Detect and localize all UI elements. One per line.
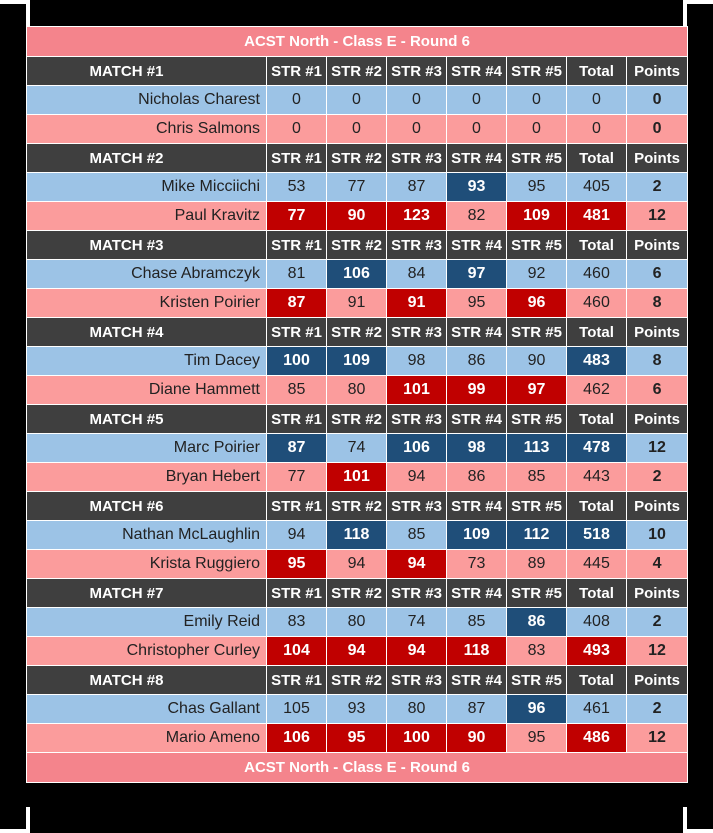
- corner-mark: [0, 0, 26, 4]
- player-row: [27, 724, 688, 753]
- total-score: 483: [567, 347, 627, 376]
- column-header: Points: [627, 666, 688, 695]
- column-header: Points: [627, 405, 688, 434]
- column-header: STR #3: [387, 579, 447, 608]
- string-score: 89: [507, 550, 567, 579]
- player-name: Nathan McLaughlin: [27, 521, 267, 550]
- total-score: 486: [567, 724, 627, 753]
- string-score: 90: [327, 202, 387, 231]
- string-score: 97: [507, 376, 567, 405]
- string-score: 97: [447, 260, 507, 289]
- string-score: 105: [267, 695, 327, 724]
- string-score: 109: [327, 347, 387, 376]
- player-name: Christopher Curley: [27, 637, 267, 666]
- column-header: STR #4: [447, 666, 507, 695]
- string-score: 90: [447, 724, 507, 753]
- player-name: Chase Abramczyk: [27, 260, 267, 289]
- total-score: 493: [567, 637, 627, 666]
- player-name: Marc Poirier: [27, 434, 267, 463]
- column-header: Points: [627, 318, 688, 347]
- column-header: STR #1: [267, 144, 327, 173]
- column-header: STR #1: [267, 405, 327, 434]
- player-row: [27, 260, 688, 289]
- column-header: STR #1: [267, 666, 327, 695]
- column-header: STR #3: [387, 57, 447, 86]
- string-score: 77: [267, 202, 327, 231]
- string-score: 92: [507, 260, 567, 289]
- column-header: STR #4: [447, 318, 507, 347]
- string-score: 106: [387, 434, 447, 463]
- points: 12: [627, 637, 688, 666]
- string-score: 93: [327, 695, 387, 724]
- column-header: Total: [567, 405, 627, 434]
- string-score: 101: [327, 463, 387, 492]
- match-label: MATCH #2: [27, 144, 267, 173]
- string-score: 123: [387, 202, 447, 231]
- column-header: STR #3: [387, 666, 447, 695]
- results-table: [26, 26, 688, 783]
- string-score: 77: [327, 173, 387, 202]
- string-score: 53: [267, 173, 327, 202]
- column-header: STR #3: [387, 144, 447, 173]
- string-score: 96: [507, 695, 567, 724]
- player-row: [27, 376, 688, 405]
- match-label: MATCH #4: [27, 318, 267, 347]
- string-score: 86: [447, 347, 507, 376]
- total-score: 461: [567, 695, 627, 724]
- match-label: MATCH #3: [27, 231, 267, 260]
- string-score: 94: [387, 637, 447, 666]
- string-score: 99: [447, 376, 507, 405]
- points: 2: [627, 608, 688, 637]
- corner-mark: [26, 807, 30, 833]
- column-header: STR #4: [447, 57, 507, 86]
- match-header: [27, 579, 688, 608]
- points: 0: [627, 86, 688, 115]
- column-header: Total: [567, 666, 627, 695]
- string-score: 95: [267, 550, 327, 579]
- string-score: 95: [507, 724, 567, 753]
- total-score: 405: [567, 173, 627, 202]
- string-score: 94: [387, 463, 447, 492]
- player-row: [27, 637, 688, 666]
- player-row: [27, 521, 688, 550]
- player-name: Chas Gallant: [27, 695, 267, 724]
- match-label: MATCH #1: [27, 57, 267, 86]
- match-label: MATCH #8: [27, 666, 267, 695]
- column-header: STR #5: [507, 405, 567, 434]
- column-header: STR #5: [507, 144, 567, 173]
- total-score: 478: [567, 434, 627, 463]
- string-score: 100: [267, 347, 327, 376]
- string-score: 80: [327, 376, 387, 405]
- column-header: STR #4: [447, 579, 507, 608]
- string-score: 106: [327, 260, 387, 289]
- string-score: 73: [447, 550, 507, 579]
- column-header: STR #1: [267, 492, 327, 521]
- match-header: [27, 492, 688, 521]
- total-score: 445: [567, 550, 627, 579]
- total-score: 462: [567, 376, 627, 405]
- string-score: 94: [267, 521, 327, 550]
- title-banner: [27, 27, 688, 57]
- column-header: Points: [627, 492, 688, 521]
- player-row: [27, 202, 688, 231]
- column-header: STR #5: [507, 666, 567, 695]
- string-score: 96: [507, 289, 567, 318]
- string-score: 0: [267, 86, 327, 115]
- corner-mark: [26, 0, 30, 26]
- string-score: 0: [327, 86, 387, 115]
- column-header: Total: [567, 144, 627, 173]
- total-score: 460: [567, 260, 627, 289]
- column-header: Points: [627, 57, 688, 86]
- column-header: STR #1: [267, 318, 327, 347]
- player-name: Emily Reid: [27, 608, 267, 637]
- footer-banner: [27, 753, 688, 783]
- player-row: [27, 550, 688, 579]
- string-score: 0: [507, 115, 567, 144]
- points: 2: [627, 695, 688, 724]
- string-score: 0: [447, 86, 507, 115]
- string-score: 85: [507, 463, 567, 492]
- string-score: 0: [267, 115, 327, 144]
- string-score: 74: [327, 434, 387, 463]
- string-score: 104: [267, 637, 327, 666]
- column-header: STR #4: [447, 231, 507, 260]
- total-score: 518: [567, 521, 627, 550]
- string-score: 109: [447, 521, 507, 550]
- string-score: 86: [507, 608, 567, 637]
- string-score: 0: [387, 115, 447, 144]
- player-name: Bryan Hebert: [27, 463, 267, 492]
- column-header: STR #2: [327, 666, 387, 695]
- scoresheet: [26, 26, 687, 783]
- total-score: 408: [567, 608, 627, 637]
- player-name: Mike Micciichi: [27, 173, 267, 202]
- string-score: 0: [447, 115, 507, 144]
- string-score: 74: [387, 608, 447, 637]
- string-score: 87: [267, 434, 327, 463]
- total-score: 0: [567, 115, 627, 144]
- column-header: STR #2: [327, 579, 387, 608]
- column-header: STR #1: [267, 57, 327, 86]
- column-header: STR #3: [387, 405, 447, 434]
- points: 12: [627, 724, 688, 753]
- column-header: STR #2: [327, 405, 387, 434]
- column-header: STR #4: [447, 492, 507, 521]
- column-header: Total: [567, 492, 627, 521]
- column-header: STR #5: [507, 579, 567, 608]
- string-score: 118: [327, 521, 387, 550]
- string-score: 87: [267, 289, 327, 318]
- string-score: 94: [387, 550, 447, 579]
- string-score: 106: [267, 724, 327, 753]
- total-score: 443: [567, 463, 627, 492]
- points: 0: [627, 115, 688, 144]
- player-name: Tim Dacey: [27, 347, 267, 376]
- match-header: [27, 57, 688, 86]
- results-body: [27, 27, 688, 783]
- string-score: 80: [327, 608, 387, 637]
- points: 10: [627, 521, 688, 550]
- string-score: 95: [447, 289, 507, 318]
- column-header: STR #5: [507, 231, 567, 260]
- player-row: [27, 434, 688, 463]
- string-score: 112: [507, 521, 567, 550]
- match-header: [27, 144, 688, 173]
- player-row: [27, 173, 688, 202]
- player-row: [27, 463, 688, 492]
- column-header: STR #3: [387, 492, 447, 521]
- match-header: [27, 318, 688, 347]
- corner-mark: [687, 829, 713, 833]
- column-header: Total: [567, 579, 627, 608]
- player-name: Diane Hammett: [27, 376, 267, 405]
- string-score: 95: [507, 173, 567, 202]
- column-header: Total: [567, 318, 627, 347]
- points: 12: [627, 434, 688, 463]
- column-header: STR #1: [267, 579, 327, 608]
- match-label: MATCH #7: [27, 579, 267, 608]
- match-header: [27, 405, 688, 434]
- total-score: 481: [567, 202, 627, 231]
- string-score: 98: [447, 434, 507, 463]
- points: 2: [627, 463, 688, 492]
- column-header: Total: [567, 231, 627, 260]
- string-score: 95: [327, 724, 387, 753]
- string-score: 91: [387, 289, 447, 318]
- string-score: 98: [387, 347, 447, 376]
- player-row: [27, 289, 688, 318]
- match-header: [27, 666, 688, 695]
- string-score: 109: [507, 202, 567, 231]
- string-score: 83: [267, 608, 327, 637]
- player-row: [27, 86, 688, 115]
- string-score: 86: [447, 463, 507, 492]
- column-header: STR #2: [327, 492, 387, 521]
- corner-mark: [687, 0, 713, 4]
- string-score: 0: [507, 86, 567, 115]
- string-score: 91: [327, 289, 387, 318]
- column-header: STR #3: [387, 318, 447, 347]
- player-row: [27, 695, 688, 724]
- match-label: MATCH #6: [27, 492, 267, 521]
- column-header: STR #2: [327, 318, 387, 347]
- player-row: [27, 347, 688, 376]
- column-header: Total: [567, 57, 627, 86]
- string-score: 100: [387, 724, 447, 753]
- string-score: 0: [387, 86, 447, 115]
- player-name: Mario Ameno: [27, 724, 267, 753]
- points: 8: [627, 289, 688, 318]
- string-score: 87: [447, 695, 507, 724]
- string-score: 93: [447, 173, 507, 202]
- footer-banner-text: ACST North - Class E - Round 6: [27, 753, 688, 783]
- string-score: 90: [507, 347, 567, 376]
- column-header: STR #3: [387, 231, 447, 260]
- points: 6: [627, 260, 688, 289]
- player-name: Kristen Poirier: [27, 289, 267, 318]
- column-header: STR #5: [507, 492, 567, 521]
- points: 12: [627, 202, 688, 231]
- column-header: STR #2: [327, 144, 387, 173]
- string-score: 94: [327, 550, 387, 579]
- player-name: Nicholas Charest: [27, 86, 267, 115]
- string-score: 83: [507, 637, 567, 666]
- column-header: STR #1: [267, 231, 327, 260]
- string-score: 87: [387, 173, 447, 202]
- total-score: 460: [567, 289, 627, 318]
- column-header: STR #5: [507, 318, 567, 347]
- match-header: [27, 231, 688, 260]
- string-score: 85: [267, 376, 327, 405]
- points: 6: [627, 376, 688, 405]
- column-header: STR #2: [327, 57, 387, 86]
- string-score: 80: [387, 695, 447, 724]
- string-score: 94: [327, 637, 387, 666]
- string-score: 85: [387, 521, 447, 550]
- player-row: [27, 115, 688, 144]
- string-score: 118: [447, 637, 507, 666]
- column-header: STR #4: [447, 144, 507, 173]
- string-score: 77: [267, 463, 327, 492]
- points: 8: [627, 347, 688, 376]
- points: 2: [627, 173, 688, 202]
- column-header: Points: [627, 231, 688, 260]
- match-label: MATCH #5: [27, 405, 267, 434]
- player-name: Paul Kravitz: [27, 202, 267, 231]
- string-score: 85: [447, 608, 507, 637]
- string-score: 84: [387, 260, 447, 289]
- column-header: STR #2: [327, 231, 387, 260]
- points: 4: [627, 550, 688, 579]
- title-banner-text: ACST North - Class E - Round 6: [27, 27, 688, 57]
- column-header: Points: [627, 579, 688, 608]
- string-score: 82: [447, 202, 507, 231]
- column-header: STR #4: [447, 405, 507, 434]
- corner-mark: [0, 829, 26, 833]
- string-score: 0: [327, 115, 387, 144]
- string-score: 81: [267, 260, 327, 289]
- string-score: 101: [387, 376, 447, 405]
- total-score: 0: [567, 86, 627, 115]
- player-row: [27, 608, 688, 637]
- column-header: Points: [627, 144, 688, 173]
- string-score: 113: [507, 434, 567, 463]
- column-header: STR #5: [507, 57, 567, 86]
- player-name: Krista Ruggiero: [27, 550, 267, 579]
- player-name: Chris Salmons: [27, 115, 267, 144]
